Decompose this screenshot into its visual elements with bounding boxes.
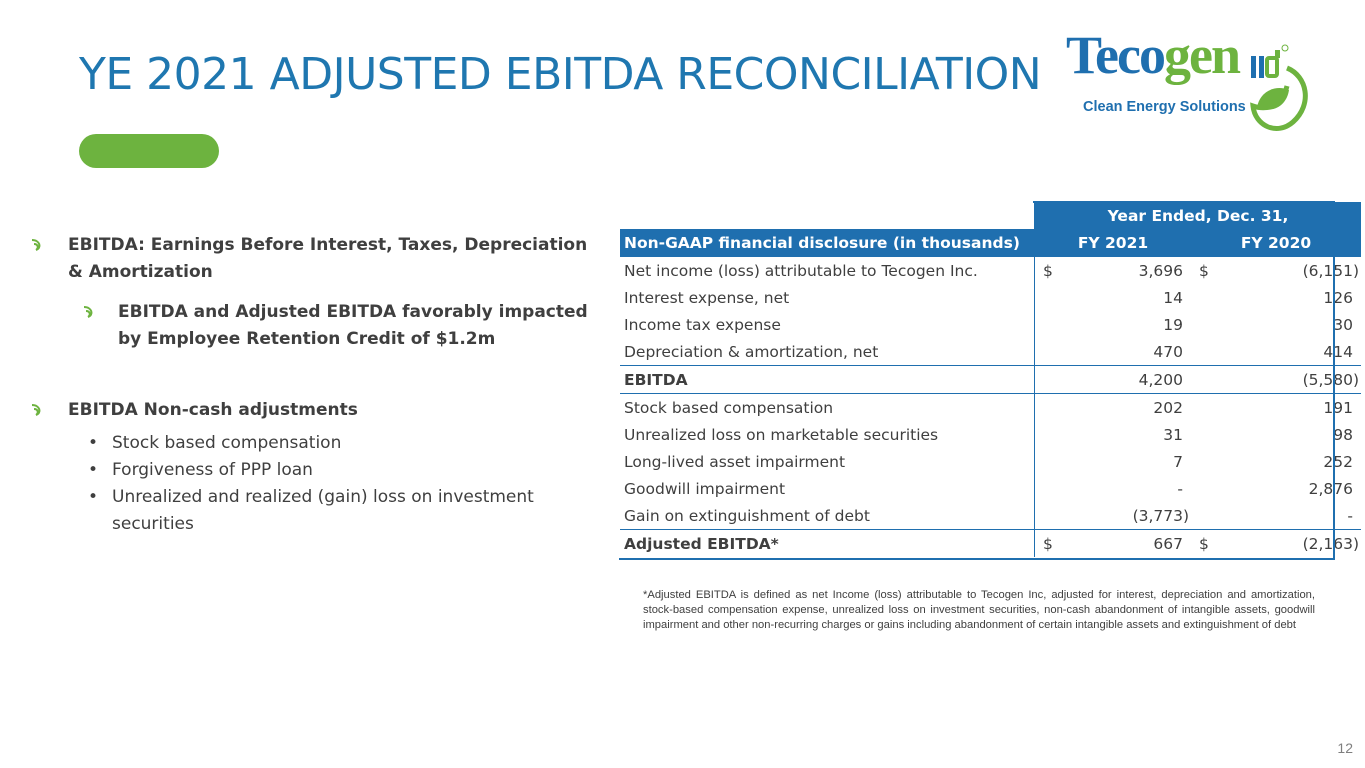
fy2021-currency xyxy=(1035,338,1062,366)
table-row xyxy=(620,502,1361,530)
fy2021-paren: ) xyxy=(1183,506,1190,525)
row-label: Income tax expense xyxy=(620,311,1035,338)
fy2021-paren xyxy=(1183,421,1191,448)
row-label: EBITDA xyxy=(620,366,1035,394)
fy2020-value: - xyxy=(1347,506,1353,525)
table-header-period-row xyxy=(620,202,1361,229)
table-row xyxy=(620,421,1361,448)
fy2021-currency xyxy=(1035,284,1062,311)
fy2020-paren xyxy=(1353,502,1361,530)
fy2020-currency xyxy=(1191,502,1217,530)
row-label: Interest expense, net xyxy=(620,284,1035,311)
fy2020-currency xyxy=(1191,421,1217,448)
fy2021-paren xyxy=(1183,448,1191,475)
fy2021-paren xyxy=(1183,311,1191,338)
fy2021-currency xyxy=(1035,394,1062,422)
logo-word-primary: Teco xyxy=(1066,25,1164,85)
table-row xyxy=(620,530,1361,558)
fy2020-paren: ) xyxy=(1353,530,1361,558)
row-label: Gain on extinguishment of debt xyxy=(620,502,1035,530)
leaf-bullet-icon xyxy=(30,403,42,417)
table-row xyxy=(620,311,1361,338)
fy2021-currency: $ xyxy=(1035,530,1062,558)
fy2020-paren: ) xyxy=(1353,257,1361,285)
fy2020-currency xyxy=(1191,366,1217,394)
slide-title: YE 2021 ADJUSTED EBITDA RECONCILIATION xyxy=(79,49,1042,100)
bullet-non-cash-adjustments: EBITDA Non-cash adjustments xyxy=(30,397,590,424)
fy2021-currency xyxy=(1035,502,1062,530)
sub-bullet-investment-securities: • Unrealized and realized (gain) loss on investment securities xyxy=(88,487,534,534)
table-row xyxy=(620,394,1361,422)
leaf-bullet-icon xyxy=(82,305,94,319)
fy2020-value: 30 xyxy=(1333,315,1353,334)
fy2020-currency: $ xyxy=(1191,530,1217,558)
fy2020-value: 414 xyxy=(1323,342,1353,361)
table-header-row xyxy=(620,229,1361,257)
row-label: Long-lived asset impairment xyxy=(620,448,1035,475)
fy2021-value: 14 xyxy=(1163,288,1183,307)
fy2020-paren: ) xyxy=(1353,366,1361,394)
logo-wordmark xyxy=(1066,25,1239,85)
fy2021-paren xyxy=(1183,394,1191,422)
fy2020-currency xyxy=(1191,311,1217,338)
fy2020-currency xyxy=(1191,475,1217,502)
fy2020-value: 2,876 xyxy=(1308,479,1353,498)
sub-bullet-ppp-loan: • Forgiveness of PPP loan xyxy=(88,460,313,480)
title-accent-bar xyxy=(79,134,219,168)
row-label: Adjusted EBITDA* xyxy=(620,530,1035,558)
fy2020-value: (6,151 xyxy=(1217,257,1353,285)
ebitda-reconciliation-table xyxy=(620,202,1361,557)
fy2021-currency xyxy=(1035,366,1062,394)
fy2020-paren xyxy=(1353,311,1361,338)
sub-bullet-stock-comp: • Stock based compensation xyxy=(88,433,342,453)
fy2021-paren xyxy=(1183,366,1191,394)
plug-leaf-icon xyxy=(1249,42,1311,136)
fy2021-currency xyxy=(1035,448,1062,475)
row-label: Net income (loss) attributable to Tecogen Inc. xyxy=(620,257,1035,285)
fy2021-paren xyxy=(1183,475,1191,502)
fy2020-paren xyxy=(1353,475,1361,502)
fy2021-currency xyxy=(1035,475,1062,502)
header-top-rule xyxy=(1033,201,1335,203)
fy2020-currency: $ xyxy=(1191,257,1217,285)
fy2020-paren xyxy=(1353,394,1361,422)
table-row xyxy=(620,257,1361,285)
row-label: Unrealized loss on marketable securities xyxy=(620,421,1035,448)
logo-tagline: Clean Energy Solutions xyxy=(1083,99,1246,115)
row-label: Depreciation & amortization, net xyxy=(620,338,1035,366)
fy2021-currency: $ xyxy=(1035,257,1062,285)
header-period: Year Ended, Dec. 31, xyxy=(1035,202,1362,229)
bullet-employee-retention: EBITDA and Adjusted EBITDA favorably impacted by Employee Retention Credit of $1.2m xyxy=(82,299,590,353)
bullet-list xyxy=(30,232,590,538)
fy2021-currency xyxy=(1035,421,1062,448)
fy2020-value: 252 xyxy=(1323,452,1353,471)
fy2020-value: (5,580 xyxy=(1217,366,1353,394)
logo-word-secondary: gen xyxy=(1164,25,1239,85)
fy2020-paren xyxy=(1353,421,1361,448)
fy2020-currency xyxy=(1191,448,1217,475)
page-number: 12 xyxy=(1337,740,1353,756)
fy2020-paren xyxy=(1353,448,1361,475)
table-row xyxy=(620,448,1361,475)
fy2020-value: 191 xyxy=(1217,394,1353,422)
table-row xyxy=(620,338,1361,366)
row-label: Stock based compensation xyxy=(620,394,1035,422)
table-row xyxy=(620,475,1361,502)
fy2021-value: 3,696 xyxy=(1061,257,1183,285)
header-label: Non-GAAP financial disclosure (in thousands) xyxy=(620,229,1035,257)
fy2021-paren xyxy=(1183,338,1191,366)
fy2020-value: (2,163 xyxy=(1217,530,1353,558)
fy2021-value: 4,200 xyxy=(1061,366,1183,394)
fy2021-paren xyxy=(1183,257,1191,285)
fy2021-value: 7 xyxy=(1173,452,1183,471)
fy2021-paren xyxy=(1183,284,1191,311)
table-row xyxy=(620,366,1361,394)
footnote: *Adjusted EBITDA is defined as net Income (loss) attributable to Tecogen Inc, adjusted for interest, depreciation and amortization, stock-based compensation expense, unrealized loss on investment securities, non-cash abandonment of intangible assets, goodwill impairment and other non-recurring charges or gains including abandonment of certain intangible assets and extinguishment of debt xyxy=(643,589,1315,631)
fy2021-value: (3,773 xyxy=(1132,506,1183,525)
row-label: Goodwill impairment xyxy=(620,475,1035,502)
table-row xyxy=(620,284,1361,311)
fy2020-paren xyxy=(1353,338,1361,366)
fy2021-paren xyxy=(1183,530,1191,558)
fy2020-currency xyxy=(1191,394,1217,422)
fy2020-paren xyxy=(1353,284,1361,311)
fy2021-value: - xyxy=(1177,479,1183,498)
fy2021-value: 31 xyxy=(1163,425,1183,444)
fy2021-value: 19 xyxy=(1163,315,1183,334)
fy2021-value: 470 xyxy=(1153,342,1183,361)
bullet-ebitda-definition: EBITDA: Earnings Before Interest, Taxes, Depreciation & Amortization xyxy=(30,232,590,286)
fy2020-value: 126 xyxy=(1323,288,1353,307)
company-logo xyxy=(1066,25,1311,136)
fy2020-value: 98 xyxy=(1333,425,1353,444)
fy2021-value: 667 xyxy=(1061,530,1183,558)
fy2021-value: 202 xyxy=(1061,394,1183,422)
header-fy2020: FY 2020 xyxy=(1191,229,1361,257)
fy2020-currency xyxy=(1191,338,1217,366)
fy2021-currency xyxy=(1035,311,1062,338)
leaf-bullet-icon xyxy=(30,238,42,252)
header-fy2021: FY 2021 xyxy=(1035,229,1192,257)
fy2020-currency xyxy=(1191,284,1217,311)
